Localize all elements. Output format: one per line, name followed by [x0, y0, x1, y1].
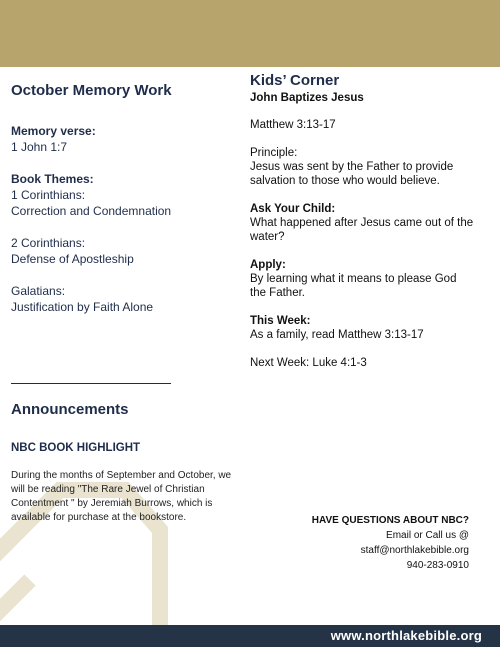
header-gold-band: [0, 0, 500, 67]
principle-label: Principle:: [250, 147, 298, 159]
theme-text: Correction and Condemnation: [11, 204, 172, 218]
book-highlight-heading: NBC BOOK HIGHLIGHT: [11, 442, 141, 454]
theme-book: 2 Corinthians:: [11, 236, 86, 250]
ask-block: [250, 202, 475, 244]
book-themes-label: Book Themes:: [11, 172, 94, 186]
memory-work-title: October Memory Work: [11, 82, 172, 99]
theme-text: Defense of Apostleship: [11, 252, 134, 266]
this-week-label: This Week:: [250, 315, 311, 327]
apply-text: By learning what it means to please God the Father.: [250, 273, 457, 299]
theme-text: Justification by Faith Alone: [11, 300, 154, 314]
theme-book: Galatians:: [11, 284, 66, 298]
footer-website-link[interactable]: www.northlakebible.org: [330, 628, 482, 643]
apply-block: [250, 258, 475, 300]
section-divider: [11, 383, 171, 384]
principle-text: Jesus was sent by the Father to provide salvation to those who would believe.: [250, 161, 454, 187]
this-week-text: As a family, read Matthew 3:13-17: [250, 329, 424, 341]
book-themes-block: [11, 171, 231, 315]
contact-email-link[interactable]: staff@northlakebible.org: [360, 545, 469, 556]
contact-line: Email or Call us @: [386, 530, 469, 541]
apply-label: Apply:: [250, 259, 286, 271]
next-week-text: Next Week: Luke 4:1-3: [250, 357, 367, 369]
book-highlight-text: During the months of September and October, we will be reading "The Rare Jewel of Christian Contentment " by Jeremiah Burrows, which is available for purchase at the bookstore.: [11, 470, 232, 523]
contact-question: HAVE QUESTIONS ABOUT NBC?: [311, 515, 469, 526]
memory-verse-label: Memory verse:: [11, 124, 96, 138]
kids-corner-title: Kids’ Corner: [250, 72, 340, 89]
contact-phone[interactable]: 940-283-0910: [406, 560, 469, 571]
scripture-ref: Matthew 3:13-17: [250, 119, 336, 131]
principle-block: [250, 146, 475, 188]
lesson-title: John Baptizes Jesus: [250, 92, 364, 104]
memory-verse-block: [11, 123, 231, 155]
ask-text: What happened after Jesus came out of the water?: [250, 217, 474, 243]
announcements-title: Announcements: [11, 401, 129, 418]
contact-block: [312, 513, 469, 573]
theme-book: 1 Corinthians:: [11, 188, 86, 202]
kids-corner-section: [250, 72, 475, 370]
memory-work-section: [11, 80, 231, 315]
this-week-block: [250, 314, 475, 342]
memory-verse-ref: 1 John 1:7: [11, 140, 68, 154]
ask-label: Ask Your Child:: [250, 203, 336, 215]
